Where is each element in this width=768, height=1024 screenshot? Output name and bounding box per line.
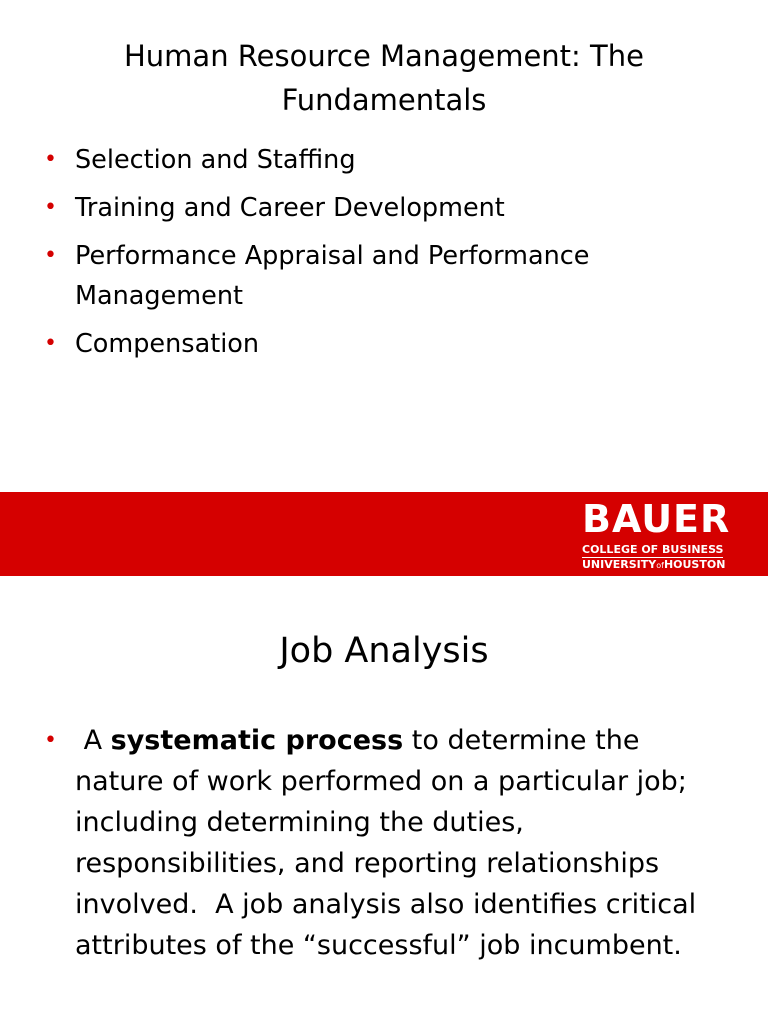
bullet-bold-term: systematic process: [110, 725, 404, 756]
bullet-list: [44, 720, 734, 966]
logo-university-line: [582, 558, 732, 572]
logo-houston: HOUSTON: [663, 558, 726, 571]
list-item: [44, 720, 734, 966]
logo-university: UNIVERSITY: [582, 558, 657, 571]
list-item: [44, 140, 734, 180]
bullet-list: [44, 140, 734, 372]
bullet-icon: •: [44, 331, 57, 356]
bullet-icon: •: [44, 728, 57, 753]
bauer-banner: [0, 492, 768, 576]
list-item-text: Training and Career Development: [75, 193, 505, 223]
slide-job-analysis: [0, 576, 768, 1024]
logo-college-line: COLLEGE OF BUSINESS: [582, 543, 724, 556]
logo-of: of: [656, 561, 664, 570]
bullet-icon: •: [44, 243, 57, 268]
slide-hrm-fundamentals: [0, 0, 768, 492]
slide-title: Job Analysis: [279, 631, 489, 671]
list-item: [44, 324, 734, 364]
bullet-icon: •: [44, 195, 57, 220]
list-item: [44, 188, 734, 228]
bauer-logo: [582, 497, 732, 572]
slide-title: Human Resource Management: The Fundamentals: [124, 39, 644, 117]
bullet-icon: •: [44, 147, 57, 172]
bullet-text: to determine the nature of work performed on a particular job; including determining the duties, responsibilities, and reporting relationships involved. A job analysis also identifies critical attributes of the “successful” job incumbent.: [75, 725, 705, 961]
list-item-text: Selection and Staffing: [75, 145, 356, 175]
bullet-prefix: A: [75, 725, 111, 756]
list-item-text: Compensation: [75, 329, 260, 359]
list-item: [44, 236, 734, 316]
list-item-text: Performance Appraisal and Performance Management: [75, 241, 590, 311]
logo-wordmark: BAUER: [582, 497, 731, 541]
